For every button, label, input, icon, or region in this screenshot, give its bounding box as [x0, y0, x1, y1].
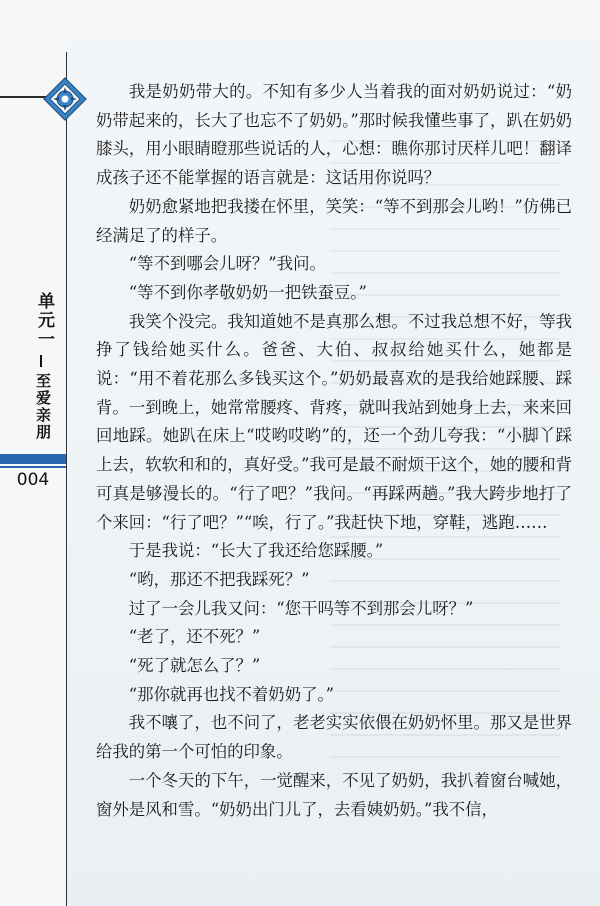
page-number: 004: [16, 470, 50, 490]
paragraph: “死了就怎么了？”: [128, 656, 261, 676]
paragraph: “那你就再也找不着奶奶了。”: [128, 684, 335, 704]
margin-rule: [66, 52, 67, 906]
unit-sidebar: [24, 292, 66, 441]
unit-label: 单元一: [34, 292, 54, 349]
paragraph: 一个冬天的下午，一觉醒来，不见了奶奶，我扒着窗台喊她，窗外是风和雪。“奶奶出门儿了，去看姨奶奶。”我不信，: [96, 770, 572, 819]
unit-topic: 至爱亲朋: [34, 373, 52, 441]
page-number-bar: [0, 454, 66, 464]
paragraph: “老了，还不死？”: [128, 627, 261, 647]
ornament-diamond-icon: [43, 77, 87, 121]
paragraph: 奶奶愈紧地把我搂在怀里，笑笑：“等不到那会儿哟！”仿佛已经满足了的样子。: [96, 196, 572, 245]
paragraph: 于是我说：“长大了我还给您踩腰。”: [128, 541, 384, 561]
paragraph: 我笑个没完。我知道她不是真那么想。不过我总想不好，等我挣了钱给她买什么。爸爸、大伯、叔叔给她买什么，她都是说：“用不着花那么多钱买这个。”奶奶最喜欢的是我给她踩腰、踩背。一到晚上，她常常腰疼、背疼，就叫我站到她身上去，来来回回地踩。她趴在床上“哎哟哎哟”的，还一个劲儿夸我：“小脚丫踩上去，软软和和的，真好受。”我可是最不耐烦干这个，她的腰和背可真是够漫长的。“行了吧？”我问。“再踩两趟。”我大跨步地打了个来回：“行了吧？”“唉，行了。”我赶快下地，穿鞋，逃跑……: [96, 311, 572, 532]
paragraph: 我是奶奶带大的。不知有多少人当着我的面对奶奶说过：“奶奶带起来的，长大了也忘不了奶奶。”那时候我懂些事了，趴在奶奶膝头，用小眼睛瞪那些说话的人，心想：瞧你那讨厌样儿吧！翻译成孩子还不能掌握的语言就是：这话用你说吗？: [96, 82, 572, 188]
unit-divider: [40, 355, 42, 367]
page-number-underline: [0, 466, 66, 468]
paragraph: 过了一会儿我又问：“您干吗等不到那会儿呀？”: [128, 598, 474, 618]
paragraph: “哟，那还不把我踩死？”: [128, 569, 310, 589]
paragraph: 我不嚷了，也不问了，老老实实依偎在奶奶怀里。那又是世界给我的第一个可怕的印象。: [96, 713, 572, 762]
paragraph: “等不到哪会儿呀？”我问。: [128, 254, 326, 274]
paragraph: “等不到你孝敬奶奶一把铁蚕豆。”: [128, 282, 367, 302]
body-text: [96, 78, 572, 824]
